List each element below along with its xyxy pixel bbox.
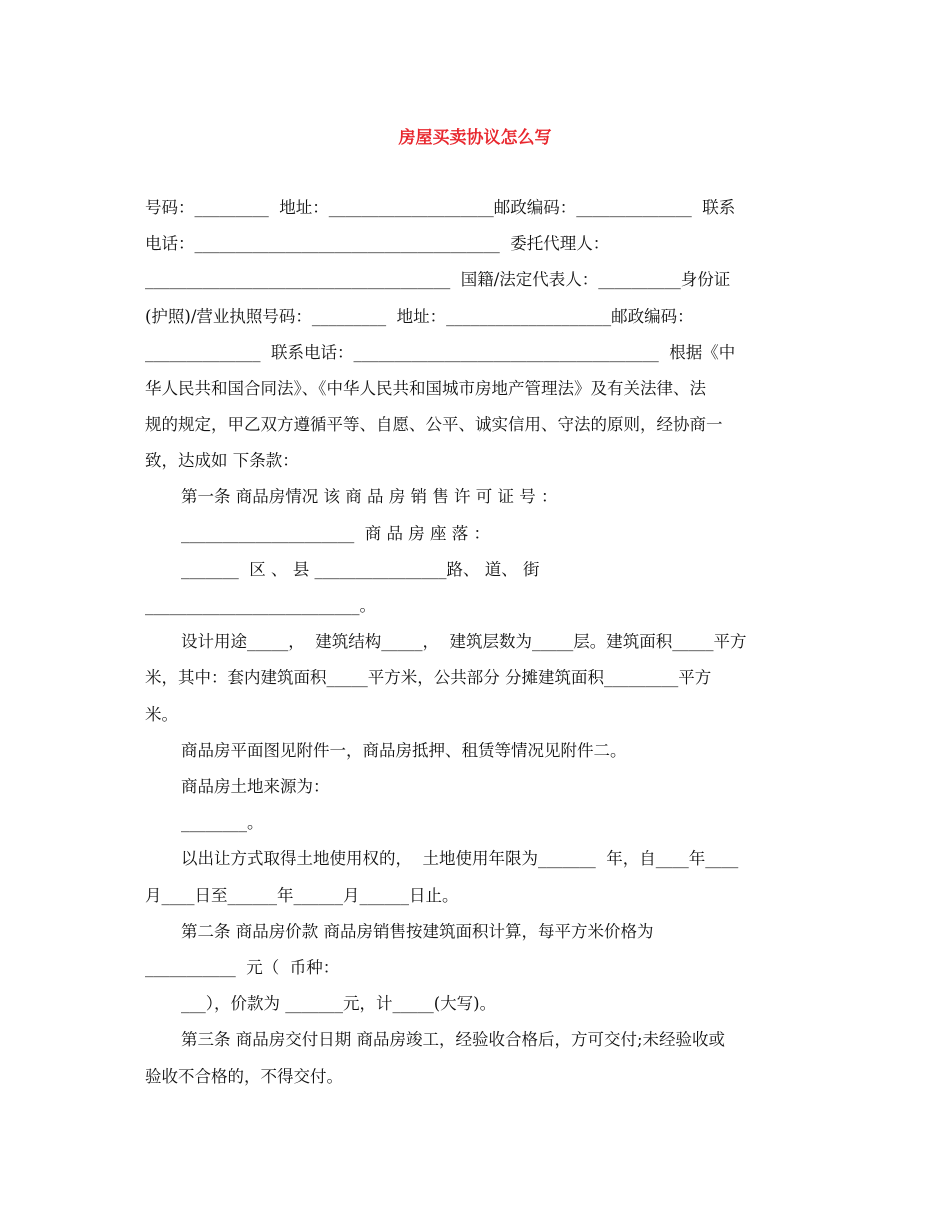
text-line: _____________________ 商 品 房 座 落 ：: [181, 524, 490, 543]
text-line: 电话：_____________________________________ 委托代理人：: [145, 234, 610, 253]
text-line: ______________ 联系电话：_____________________________________ 根据《中: [145, 343, 736, 362]
text-line: 以出让方式取得土地使用权的， 土地使用年限为_______ 年，自____年____: [181, 849, 739, 868]
text-line: 设计用途_____， 建筑结构_____， 建筑层数为_____层。建筑面积_____平方: [181, 632, 747, 651]
text-line: 第三条 商品房交付日期 商品房竣工，经验收合格后，方可交付;未经验收或: [181, 1030, 726, 1049]
text-line: ________。: [181, 813, 264, 832]
text-line: 米。: [145, 705, 178, 724]
text-line: __________________________。: [145, 596, 376, 615]
text-line: _____________________________________ 国籍/法定代表人：__________身份证: [145, 270, 731, 289]
text-line: 米，其中：套内建筑面积_____平方米，公共部分 分摊建筑面积_________平方: [145, 668, 712, 687]
text-line: ___），价款为 _______元，计_____(大写)。: [181, 994, 497, 1013]
text-line: 第二条 商品房价款 商品房销售按建筑面积计算，每平方米价格为: [181, 922, 654, 941]
text-line: _______ 区 、 县 ________________路、 道、 街: [181, 560, 540, 579]
text-line: 商品房平面图见附件一，商品房抵押、租赁等情况见附件二。: [181, 741, 627, 760]
text-line: 第一条 商品房情况 该 商 品 房 销 售 许 可 证 号 ：: [181, 487, 558, 506]
text-line: (护照)/营业执照号码：_________ 地址：____________________邮政编码：: [145, 307, 694, 326]
document-title: 房屋买卖协议怎么写: [398, 128, 552, 148]
text-line: 验收不合格的，不得交付。: [145, 1067, 343, 1086]
text-line: ___________ 元（ 币种：: [145, 958, 340, 977]
text-line: 致，达成如 下条款：: [145, 451, 299, 470]
text-line: 华人民共和国合同法》、《中华人民共和国城市房地产管理法》及有关法律、法: [145, 379, 706, 398]
text-line: 商品房土地来源为：: [181, 777, 330, 796]
text-line: 规的规定，甲乙双方遵循平等、自愿、公平、诚实信用、守法的原则，经协商一: [145, 415, 723, 434]
text-line: 月____日至______年______月______日止。: [145, 886, 459, 905]
text-line: 号码：_________ 地址：____________________邮政编码：______________ 联系: [145, 198, 736, 217]
